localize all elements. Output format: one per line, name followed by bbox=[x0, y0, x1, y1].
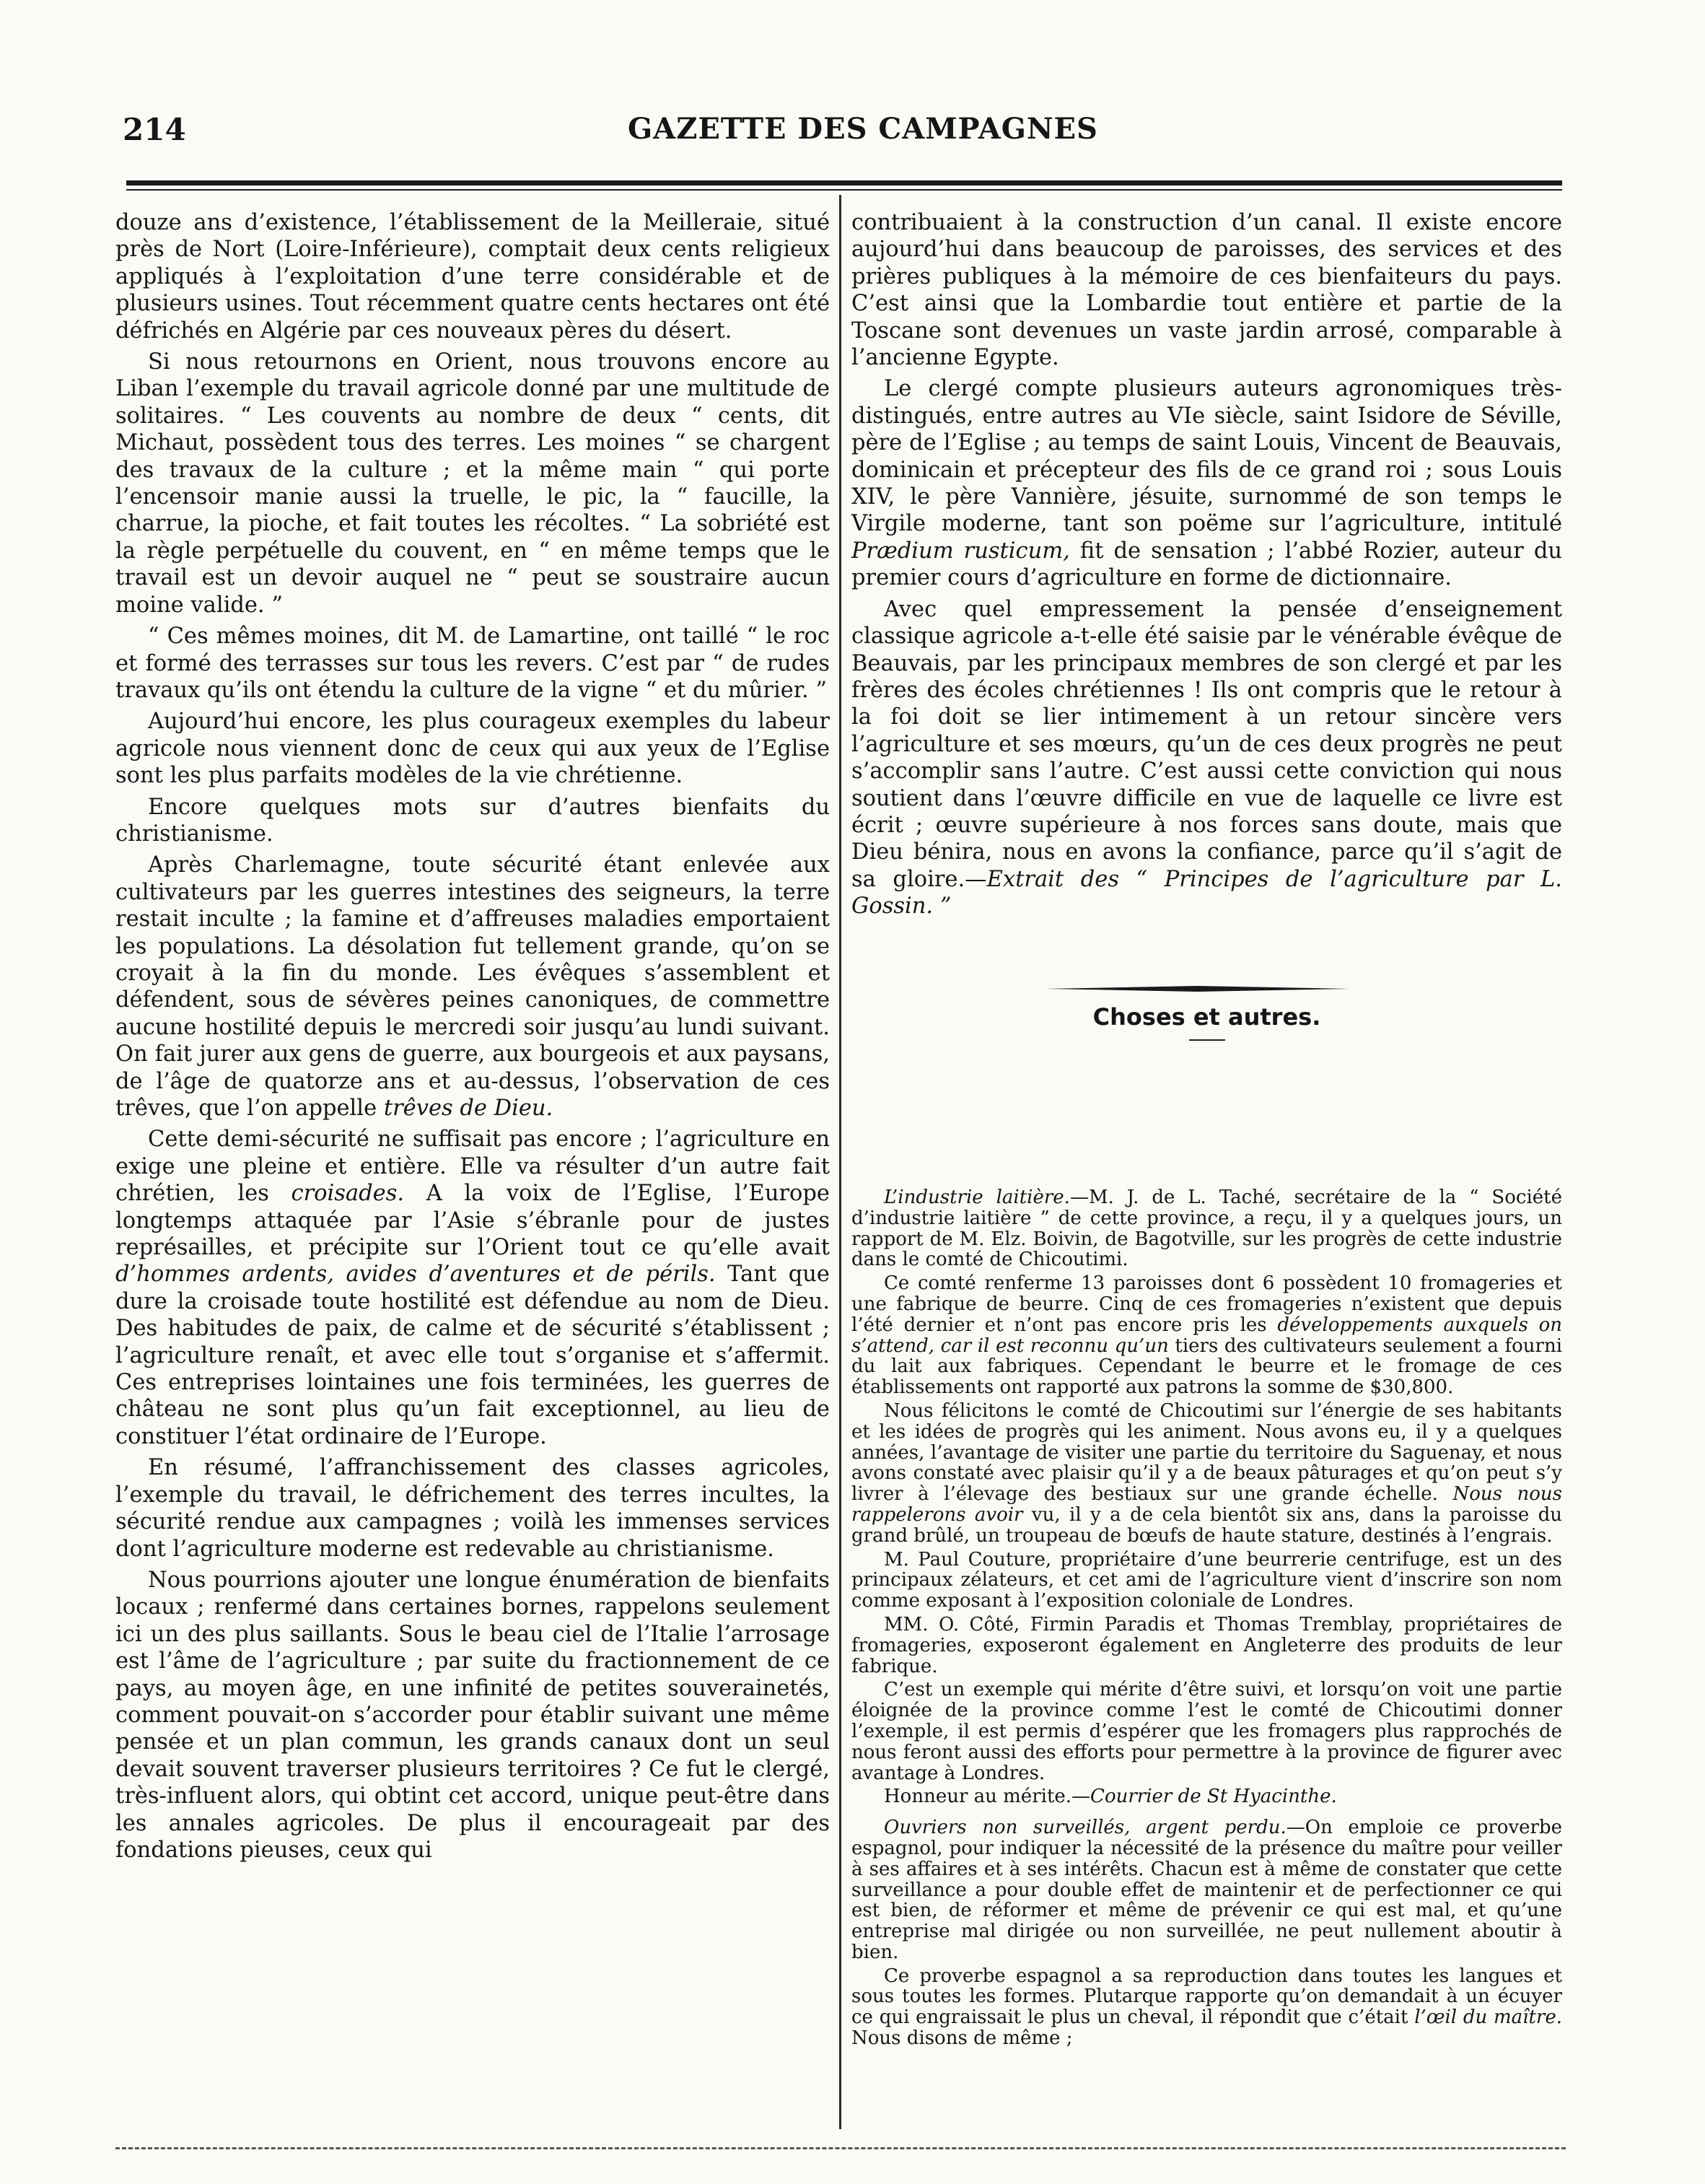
left-column bbox=[115, 209, 830, 1864]
paragraph: Aujourd’hui encore, les plus courageux exemples du labeur agricole nous viennent donc de ceux qui aux yeux de l’Eglise sont les plus parfaits modèles de la vie chrétienne. bbox=[115, 709, 830, 789]
paragraph bbox=[115, 852, 830, 1122]
italic-text: Prædium rusticum, bbox=[851, 538, 1070, 564]
header-rule-thick bbox=[126, 180, 1562, 185]
right-column bbox=[851, 209, 1562, 920]
italic-text: développements auxquels on s’attend, car il est reconnu qu’un bbox=[851, 1314, 1563, 1357]
italic-text: trêves de Dieu. bbox=[383, 1096, 553, 1121]
paragraph: douze ans d’existence, l’établissement de la Meilleraie, situé près de Nort (Loire-Inférieure), comptait deux cents religieux appliqués à l’exploitation d’une terre considérable et de plusieurs usines. Tout récemment quatre cents hectares ont été défrichés en Algérie par ces nouveaux pères du désert. bbox=[115, 210, 830, 344]
header-rule-thin bbox=[126, 189, 1562, 191]
paragraph: Encore quelques mots sur d’autres bienfaits du christianisme. bbox=[115, 794, 830, 847]
paragraph: M. Paul Couture, propriétaire d’une beurrerie centrifuge, est un des principaux zélateurs, et cet ami de l’agriculture vient d’inscrire son nom comme exposant à l’exposition coloniale de Londres. bbox=[851, 1548, 1562, 1612]
news-item-lead: Ouvriers non surveillés, argent perdu. bbox=[884, 1817, 1287, 1839]
paragraph: “ Ces mêmes moines, dit M. de Lamartine, ont taillé “ le roc et formé des terrasses sur tous les revers. C’est par “ de rudes travaux qu’ils ont étendu la culture de la vigne “ et du mûrier. ” bbox=[115, 624, 830, 703]
paragraph-text: tiers des cultivateurs seulement a fourni du lait aux fabriques. Cependant le beurre et le fromage de ces établissements ont rapporté aux patrons la somme de $30,800. bbox=[851, 1335, 1563, 1399]
paragraph-text: Ce proverbe espagnol a sa reproduction dans toutes les langues et sous toutes les formes. Plutarque rapporte qu’on demandait à un écuyer ce qui engraissait le plus un cheval, il répondit que c’était bbox=[851, 1965, 1562, 2029]
bottom-rule bbox=[115, 2147, 1566, 2149]
paragraph-text: Avec quel empressement la pensée d’enseignement classique agricole a-t-elle été saisie par le vénérable évêque de Beauvais, par les principaux membres de son clergé et par les frères des écoles chrétiennes ! Ils ont compris que le retour à la foi doit se lier intimement à un retour sincère vers l’agriculture et ses mœurs, qu’un de ces deux progrès ne peut s’accomplir sans l’autre. C’est aussi cette conviction qui nous soutient dans l’œuvre difficile en vue de laquelle ce livre est écrit ; œuvre supérieure à nos forces sans doute, mais que Dieu bénira, nous en avons la confiance, parce qu’il s’agit de sa gloire.— bbox=[851, 596, 1562, 892]
italic-text: Nous nous rappelerons avoir bbox=[851, 1483, 1562, 1526]
paragraph bbox=[851, 1786, 1562, 1807]
paragraph bbox=[851, 375, 1562, 591]
news-item bbox=[851, 1817, 1562, 1963]
page-number: 214 bbox=[123, 112, 186, 147]
italic-text: d’hommes ardents, avides d’aventures et de périls. bbox=[115, 1262, 716, 1288]
section-title: Choses et autres. bbox=[1092, 1003, 1321, 1031]
paragraph bbox=[851, 1966, 1562, 2049]
section-ornament bbox=[1046, 982, 1349, 996]
paragraph: contribuaient à la construction d’un canal. Il existe encore aujourd’hui dans beaucoup de paroisses, des services et des prières publiques à la mémoire de ces bienfaiteurs du pays. C’est ainsi que la Lombardie tout entière et partie de la Toscane sont devenues un vaste jardin arrosé, comparable à l’ancienne Egypte. bbox=[851, 210, 1562, 371]
italic-text: Extrait des “ Principes de l’agriculture par L. Gossin. ” bbox=[851, 866, 1562, 920]
news-item-text: —M. J. de L. Taché, secrétaire de la “ Société d’industrie laitière ” de cette province, a reçu, il y a quelques jours, un rapport de M. Elz. Boivin, de Bagotville, sur les progrès de cette industrie dans le comté de Chicoutimi. bbox=[851, 1187, 1563, 1271]
paragraph: C’est un exemple qui mérite d’être suivi, et lorsqu’on voit une partie éloignée de la province comme l’est le comté de Chicoutimi donner l’exemple, il est permis d’espérer que les fromagers plus rapprochés de nous feront aussi des efforts pour permettre à la province de figurer avec avantage à Londres. bbox=[851, 1679, 1562, 1784]
paragraph-text: vu, il y a de cela bientôt six ans, dans la paroisse du grand brûlé, un troupeau de bœufs de haute stature, destinés à l’engrais. bbox=[851, 1503, 1563, 1547]
news-item-lead: L’industrie laitière. bbox=[884, 1187, 1070, 1208]
paragraph: En résumé, l’affranchissement des classes agricoles, l’exemple du travail, le défrichement des terres incultes, la sécurité rendue aux campagnes ; voilà les immenses services dont l’agriculture moderne est redevable au christianisme. bbox=[115, 1455, 830, 1562]
italic-text: l’œil du maître. bbox=[1414, 2006, 1563, 2029]
paragraph: MM. O. Côté, Firmin Paradis et Thomas Tremblay, propriétaires de fromageries, exposeront également en Angleterre des produits de leur fabrique. bbox=[851, 1613, 1562, 1677]
paragraph-text: A la voix de l’Eglise, l’Europe longtemps attaquée par l’Asie s’ébranle pour de justes représailles, et précipite sur l’Orient tout ce qu’elle avait bbox=[115, 1181, 830, 1261]
column-separator bbox=[839, 195, 841, 2129]
paragraph-text: Nous félicitons le comté de Chicoutimi sur l’énergie de ses habitants et les idées de progrès qui les animent. Nous avons eu, il y a quelques années, l’avantage de visiter une partie du territoire du Saguenay, et nous avons constaté avec plaisir qu’il y a de beaux pâturages et qu’on peut s’y livrer à l’élevage des bestiaux sur une grande échelle. bbox=[851, 1399, 1562, 1506]
paragraph bbox=[115, 1126, 830, 1450]
paragraph-text: Ce comté renferme 13 paroisses dont 6 possèdent 10 fromageries et une fabrique de beurre. Cinq de ces fromageries n’existent que depuis l’été dernier et n’ont pas encore pris les bbox=[851, 1272, 1562, 1336]
italic-text: croisades. bbox=[291, 1181, 405, 1207]
paragraph: Si nous retournons en Orient, nous trouvons encore au Liban l’exemple du travail agricole donné par une multitude de solitaires. “ Les couvents au nombre de deux “ cents, dit Michaut, possèdent tous des terres. Les moines “ se chargent des travaux de la culture ; et la même main “ qui porte l’encensoir manie aussi la truelle, le pic, la “ faucille, la charrue, la pioche, et fait toutes les récoltes. “ La sobriété est la règle perpétuelle du couvent, en “ en même temps que le travail est un devoir auquel ne “ peut se soustraire aucun moine valide. ” bbox=[115, 349, 830, 618]
source-credit: Courrier de St Hyacinthe. bbox=[1090, 1786, 1337, 1808]
paragraph bbox=[851, 1401, 1562, 1547]
paragraph-text: Le clergé compte plusieurs auteurs agronomiques très-distingués, entre autres au VIe siècle, saint Isidore de Séville, père de l’Eglise ; au temps de saint Louis, Vincent de Beauvais, dominicain et précepteur des fils de ce grand roi ; sous Louis XIV, le père Vannière, jésuite, surnommé de son temps le Virgile moderne, tant son poëme sur l’agriculture, intitulé bbox=[851, 376, 1562, 537]
paragraph-text: Tant que dure la croisade toute hostilité est défendue au nom de Dieu. Des habitudes de paix, de calme et de sécurité s’établissent ; l’agriculture renaît, et avec elle tout s’organise et s’affermit. Ces entreprises lointaines une fois terminées, les guerres de château ne sont plus qu’un fait exceptionnel, au lieu de constituer l’état ordinaire de l’Europe. bbox=[115, 1262, 830, 1449]
paragraph-text: Après Charlemagne, toute sécurité étant enlevée aux cultivateurs par les guerres intestines des seigneurs, la terre restait inculte ; la famine et d’affreuses maladies emportaient les populations. La désolation fut tellement grande, qu’on se croyait à la fin du monde. Les évêques s’assemblent et défendent, sous de sévères peines canoniques, de commettre aucune hostilité depuis le mercredi soir jusqu’au lundi suivant. On fait jurer aux gens de guerre, aux bourgeois et aux paysans, de l’âge de quatorze ans et au-dessus, l’observation de ces trêves, que l’on appelle bbox=[115, 852, 830, 1121]
news-column bbox=[851, 1187, 1562, 2049]
paragraph bbox=[851, 1273, 1562, 1398]
paragraph-text: Honneur au mérite.— bbox=[884, 1786, 1091, 1808]
paragraph-text: Cette demi-sécurité ne suffisait pas encore ; l’agriculture en exige une pleine et entière. Elle va résulter d’un autre fait chrétien, les bbox=[115, 1127, 830, 1207]
paragraph-text: fit de sensation ; l’abbé Rozier, auteur du premier cours d’agriculture en forme de dictionnaire. bbox=[851, 538, 1562, 591]
paragraph-text: Nous disons de même ; bbox=[851, 2027, 1073, 2050]
section-rule bbox=[1189, 1039, 1225, 1041]
news-item-text: —On emploie ce proverbe espagnol, pour indiquer la nécessité de la présence du maître pour veiller à ses affaires et à ses intérêts. Chacun est à même de constater que cette surveillance a pour double effet de maintenir et de perfectionner ce qui est bien, de réformer et même de prévenir ce qui est mal, et qu’une entreprise mal dirigée ou non surveillée, ne peut nullement aboutir à bien. bbox=[851, 1817, 1562, 1963]
paragraph bbox=[851, 596, 1562, 920]
page-header bbox=[123, 105, 1515, 155]
paragraph: Nous pourrions ajouter une longue énumération de bienfaits locaux ; renfermé dans certaines bornes, rappelons seulement ici un des plus saillants. Sous le beau ciel de l’Italie l’arrosage est l’âme de l’agriculture ; par suite du fractionnement de ce pays, au moyen âge, en une infinité de petites souverainetés, comment pouvait-on s’accorder pour établir suivant une même pensée et un plan commun, les grands canaux dont un seul devait souvent traverser plusieurs territoires ? Ce fut le clergé, très-influent alors, qui obtint cet accord, unique peut-être dans les annales agricoles. De plus il encourageait par des fondations pieuses, ceux qui bbox=[115, 1567, 830, 1863]
running-title: GAZETTE DES CAMPAGNES bbox=[628, 112, 1098, 146]
news-item bbox=[851, 1187, 1562, 1270]
